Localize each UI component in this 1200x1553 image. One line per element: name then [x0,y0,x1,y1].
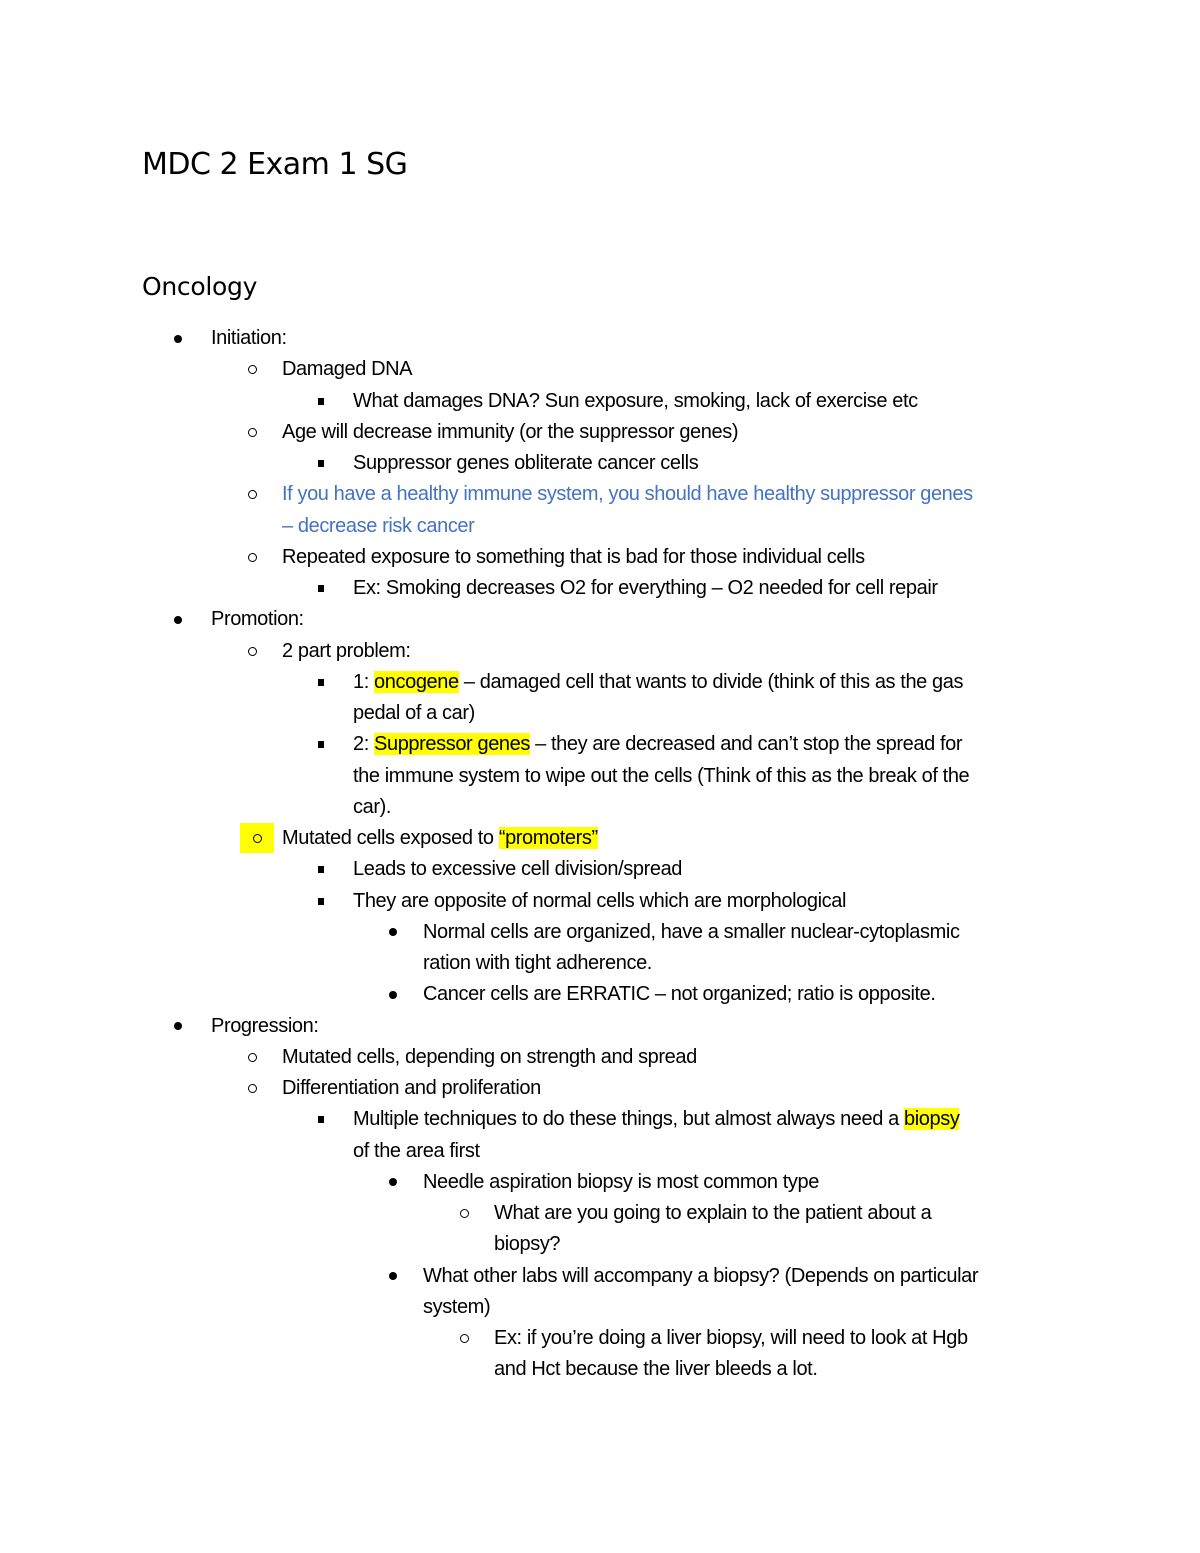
line-text: Normal cells are organized, have a smaller nuclear-cytoplasmic [423,920,960,943]
line-text: Repeated exposure to something that is bad for those individual cells [282,545,865,568]
outline-line [423,1261,978,1292]
circle-bullet-icon [248,542,257,573]
line-text: biopsy? [494,1233,561,1256]
line-text: Differentiation and proliferation [282,1077,541,1099]
circle-bullet-icon [460,1198,469,1229]
disc-bullet-icon [174,604,182,635]
line-text: – damaged cell that wants to divide (think of this as the gas [458,670,964,693]
line-text: Age will decrease immunity (or the suppressor genes) [282,420,739,443]
outline-line [353,729,962,760]
highlighted-term: biopsy [904,1108,960,1131]
line-text: ration with tight adherence. [423,952,652,974]
outline-line [211,1011,318,1042]
line-text: pedal of a car) [353,702,475,724]
outline-line [423,979,936,1010]
line-text: Ex: Smoking decreases O2 for everything – O2 needed for cell repair [353,577,938,599]
disc-bullet-icon [389,1261,397,1292]
outline-line [353,448,698,479]
circle-bullet-icon [240,823,274,853]
outline-line [282,354,412,385]
line-prefix: Multiple techniques to do these things, but almost always need a [353,1108,905,1131]
outline-line [494,1229,560,1260]
outline-line [353,386,918,417]
line-prefix: 2: [353,733,375,756]
outline-line [282,417,738,448]
outline-line [353,698,475,729]
outline-line [423,948,652,979]
line-text: and Hct because the liver bleeds a lot. [494,1358,818,1381]
outline-line [353,854,682,885]
outline-line [423,917,960,948]
outline-line [494,1198,931,1229]
disc-bullet-icon [174,1011,182,1042]
outline-line [494,1354,818,1385]
circle-bullet-icon [248,1073,257,1104]
outline-line [353,886,846,917]
disc-bullet-icon [389,1167,397,1198]
square-bullet-icon [318,1104,324,1135]
circle-bullet-icon [248,479,257,510]
line-text: If you have a healthy immune system, you should have healthy suppressor genes [282,483,973,506]
line-text: Progression: [211,1014,319,1037]
line-text: system) [423,1295,491,1318]
line-text: the immune system to wipe out the cells (Think of this as the break of the [353,764,970,787]
line-text: 2 part problem: [282,639,411,662]
line-text: Cancer cells are ERRATIC – not organized; ratio is opposite. [423,983,936,1006]
square-bullet-icon [318,886,324,917]
outline-line [494,1323,968,1354]
outline-line [282,636,411,667]
outline-line [282,1042,697,1073]
line-text: Damaged DNA [282,358,413,381]
circle-bullet-icon [248,354,257,385]
circle-bullet-icon [248,417,257,448]
document-title: MDC 2 Exam 1 SG [142,147,408,182]
line-text: Promotion: [211,608,304,631]
line-text: – decrease risk cancer [282,514,475,537]
line-text: Suppressor genes obliterate cancer cells [353,452,699,474]
outline-line [211,323,287,354]
outline-line [353,667,963,698]
outline-line [282,511,474,542]
square-bullet-icon [318,667,324,698]
line-text: of the area first [353,1139,480,1162]
outline-line [353,1136,480,1167]
outline-line [282,1073,541,1104]
section-heading-oncology: Oncology [142,272,258,301]
outline-line [353,792,391,823]
line-text: They are opposite of normal cells which are morphological [353,889,847,912]
line-text: Leads to excessive cell division/spread [353,858,683,881]
line-text: – they are decreased and can’t stop the spread for [529,733,963,756]
outline-line [282,823,598,854]
outline-line [282,479,973,510]
highlighted-term: “promoters” [498,827,598,849]
outline-line [353,1104,959,1135]
line-text: Initiation: [211,327,287,349]
highlighted-term: Suppressor genes [374,733,530,756]
line-text: car). [353,795,392,818]
square-bullet-icon [318,729,324,760]
disc-bullet-icon [174,323,182,354]
square-bullet-icon [318,386,324,417]
line-text: What are you going to explain to the patient about a [494,1202,932,1224]
line-text: Mutated cells, depending on strength and spread [282,1045,697,1068]
outline-line [353,573,938,604]
line-text: Ex: if you’re doing a liver biopsy, will need to look at Hgb [494,1327,968,1349]
square-bullet-icon [318,854,324,885]
circle-bullet-icon [248,636,257,667]
outline-line [211,604,304,635]
line-prefix: 1: [353,670,375,693]
square-bullet-icon [318,573,324,604]
outline-line [353,761,969,792]
line-prefix: Mutated cells exposed to [282,827,499,849]
line-text: Needle aspiration biopsy is most common type [423,1170,819,1193]
highlighted-term: oncogene [374,670,459,693]
line-text: What other labs will accompany a biopsy? (Depends on particular [423,1264,979,1287]
disc-bullet-icon [389,917,397,948]
disc-bullet-icon [389,979,397,1010]
square-bullet-icon [318,448,324,479]
outline-line [282,542,865,573]
circle-bullet-icon [248,1042,257,1073]
outline-line [423,1167,819,1198]
outline-line [423,1292,490,1323]
circle-bullet-icon [460,1323,469,1354]
line-text: What damages DNA? Sun exposure, smoking, lack of exercise etc [353,389,918,412]
